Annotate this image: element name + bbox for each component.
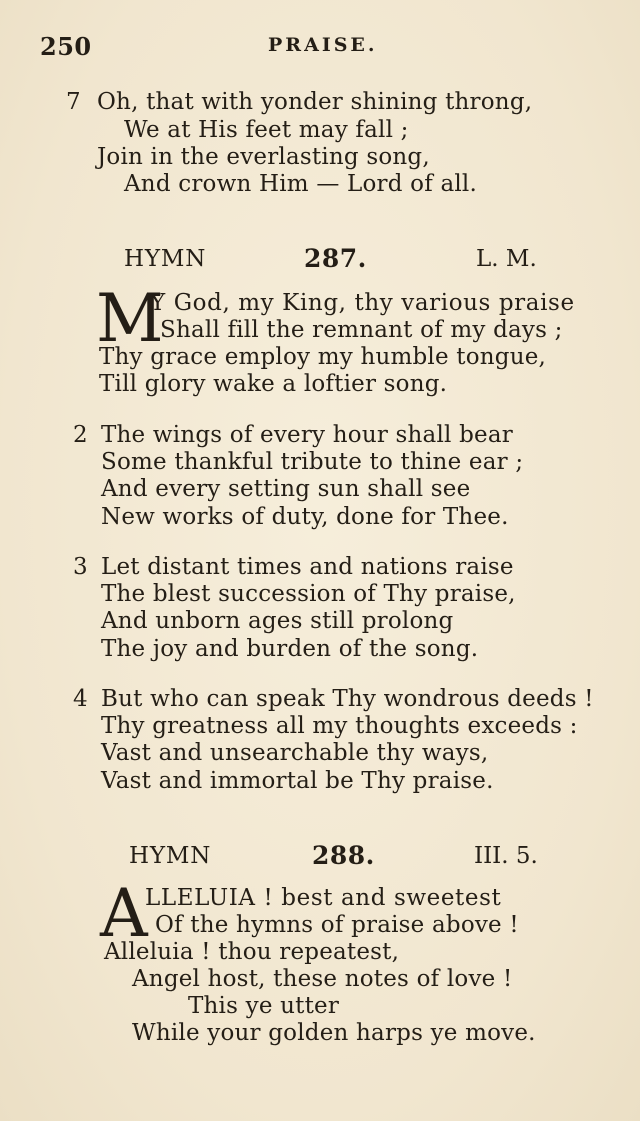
drop-cap: A: [100, 875, 148, 952]
drop-cap: M: [96, 280, 164, 357]
hymn-meter: III. 5.: [474, 843, 538, 869]
verse-line: Vast and unsearchable thy ways,: [101, 740, 489, 766]
verse-line: This ye utter: [188, 993, 340, 1019]
verse-line: The joy and burden of the song.: [101, 636, 479, 662]
verse-line: LLELUIA ! best and sweetest: [145, 885, 502, 911]
verse-line: We at His feet may fall ;: [124, 117, 409, 143]
verse-line: Y God, my King, thy various praise: [150, 290, 575, 316]
verse-number: 3: [73, 554, 88, 580]
hymn-number: 288.: [312, 841, 375, 870]
verse-line: The wings of every hour shall bear: [101, 422, 513, 448]
verse-line: And crown Him — Lord of all.: [124, 171, 477, 197]
verse-line: Till glory wake a loftier song.: [99, 371, 448, 397]
verse-number: 7: [66, 89, 81, 115]
page-number: 250: [40, 32, 92, 61]
verse-number: 2: [73, 422, 88, 448]
verse-line: Alleluia ! thou repeatest,: [104, 939, 400, 965]
verse-line: Some thankful tribute to thine ear ;: [101, 449, 524, 475]
verse-line: Thy grace employ my humble tongue,: [99, 344, 547, 370]
hymn-meter: L. M.: [476, 246, 537, 272]
verse-line: Vast and immortal be Thy praise.: [101, 768, 494, 794]
verse-line: Let distant times and nations raise: [101, 554, 514, 580]
hymn-label: HYMN: [129, 843, 212, 869]
verse-line: And unborn ages still prolong: [101, 608, 454, 634]
verse-line: New works of duty, done for Thee.: [101, 504, 509, 530]
verse-line: And every setting sun shall see: [101, 476, 471, 502]
verse-number: 4: [73, 686, 88, 712]
verse-line: Thy greatness all my thoughts exceeds :: [101, 713, 578, 739]
verse-line: Join in the everlasting song,: [97, 144, 430, 170]
verse-line: Oh, that with yonder shining throng,: [97, 89, 533, 115]
verse-line: Angel host, these notes of love !: [132, 966, 513, 992]
verse-line: But who can speak Thy wondrous deeds !: [101, 686, 594, 712]
hymn-number: 287.: [304, 244, 367, 273]
hymn-label: HYMN: [124, 246, 207, 272]
verse-line: Of the hymns of praise above !: [155, 912, 519, 938]
verse-line: While your golden harps ye move.: [132, 1020, 536, 1046]
running-head: PRAISE.: [268, 34, 378, 56]
verse-line: The blest succession of Thy praise,: [101, 581, 516, 607]
verse-line: Shall fill the remnant of my days ;: [160, 317, 563, 343]
